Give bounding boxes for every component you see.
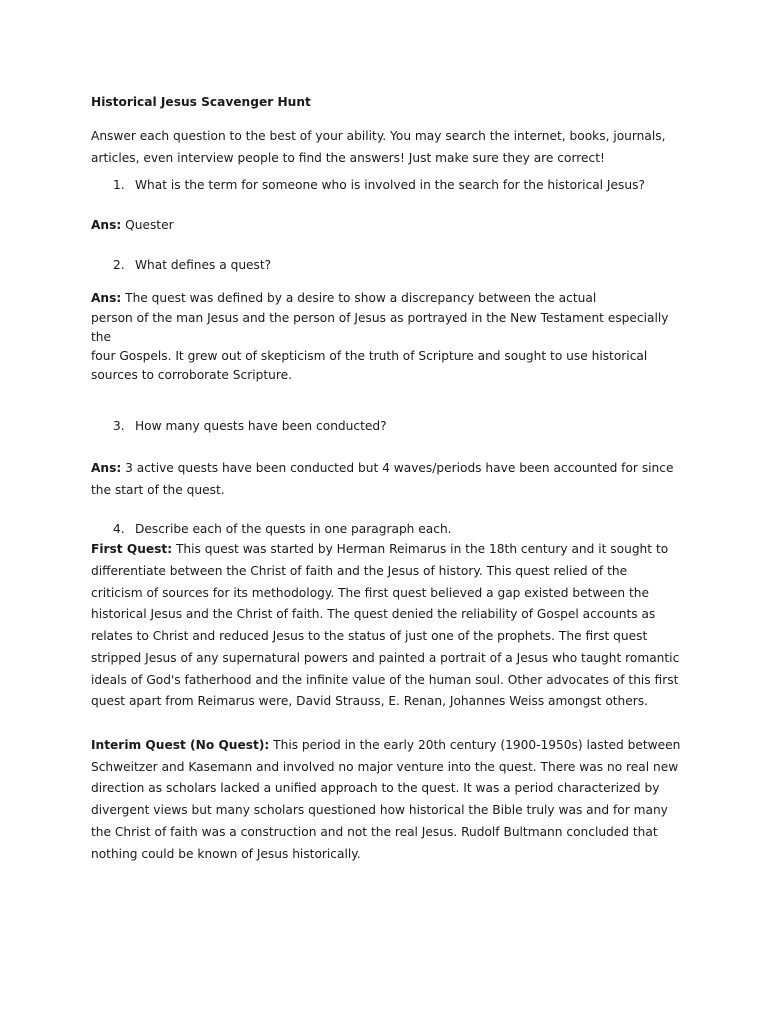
question-2-text: What defines a quest? — [135, 258, 272, 273]
question-3-number: 3. — [113, 418, 125, 433]
question-4 — [91, 520, 681, 538]
answer-2-line-5: sources to corroborate Scripture. — [91, 368, 292, 383]
intro-paragraph: Answer each question to the best of your ability. You may search the internet, books, journals, articles, even interview people to find the answers! Just make sure they are correct! — [91, 129, 666, 165]
first-quest-paragraph — [91, 539, 681, 713]
question-4-number: 4. — [113, 522, 125, 537]
first-quest-text: This quest was started by Herman Reimarus in the 18th century and it sought to differentiate between the Christ of faith and the Jesus of history. This quest relied of the criticism of sources for its methodology. The first quest believed a gap existed between the historical Jesus and the Christ of faith. The quest denied the reliability of Gospel accounts as relates to Christ and reduced Jesus to the status of just one of the prophets. The first quest stripped Jesus of any supernatural powers and painted a portrait of a Jesus who taught romantic ideals of God's fatherhood and the infinite value of the human soul. Other advocates of this first quest apart from Reimarus were, David Strauss, E. Renan, Johannes Weiss amongst others. — [91, 542, 680, 709]
question-1-text: What is the term for someone who is involved in the search for the historical Jesus? — [135, 178, 645, 192]
answer-3 — [91, 458, 681, 502]
interim-quest-label: Interim Quest (No Quest): — [91, 738, 270, 752]
interim-quest-paragraph — [91, 735, 681, 865]
answer-1 — [91, 216, 681, 235]
answer-2-line-1-text: The quest was defined by a desire to show a discrepancy between the actual — [121, 291, 597, 306]
answer-3-label: Ans: — [91, 460, 122, 475]
question-2 — [91, 256, 681, 274]
question-1 — [91, 176, 681, 194]
interim-quest-text: This period in the early 20th century (1900-1950s) lasted between Schweitzer and Kasemann and involved no major venture into the quest. There was no real new direction as scholars lacked a unified approach to the quest. It was a period characterized by divergent views but many scholars questioned how historical the Bible truly was and for many the Christ of faith was a construction and not the real Jesus. Rudolf Bultmann concluded that nothing could be known of Jesus historically. — [91, 738, 681, 861]
question-2-number: 2. — [113, 258, 125, 273]
document-page — [91, 93, 681, 865]
first-quest-label: First Quest: — [91, 542, 173, 557]
answer-2 — [91, 289, 681, 385]
answer-2-line-2: person of the man Jesus and the person of Jesus as portrayed in the New Testament especially — [91, 310, 669, 325]
answer-2-line-1 — [91, 289, 681, 308]
answer-1-label: Ans: — [91, 218, 122, 232]
question-3-text: How many quests have been conducted? — [135, 418, 387, 433]
answer-2-line-4: four Gospels. It grew out of skepticism of the truth of Scripture and sought to use historical — [91, 349, 648, 364]
question-1-number: 1. — [113, 178, 125, 192]
question-4-text: Describe each of the quests in one paragraph each. — [135, 522, 452, 537]
question-3 — [91, 417, 681, 435]
answer-1-text: Quester — [121, 218, 174, 232]
document-title: Historical Jesus Scavenger Hunt — [91, 95, 311, 109]
answer-3-text: 3 active quests have been conducted but 4 waves/periods have been accounted for since the start of the quest. — [91, 460, 674, 497]
answer-2-line-3: the — [91, 329, 112, 344]
answer-2-label: Ans: — [91, 291, 122, 306]
